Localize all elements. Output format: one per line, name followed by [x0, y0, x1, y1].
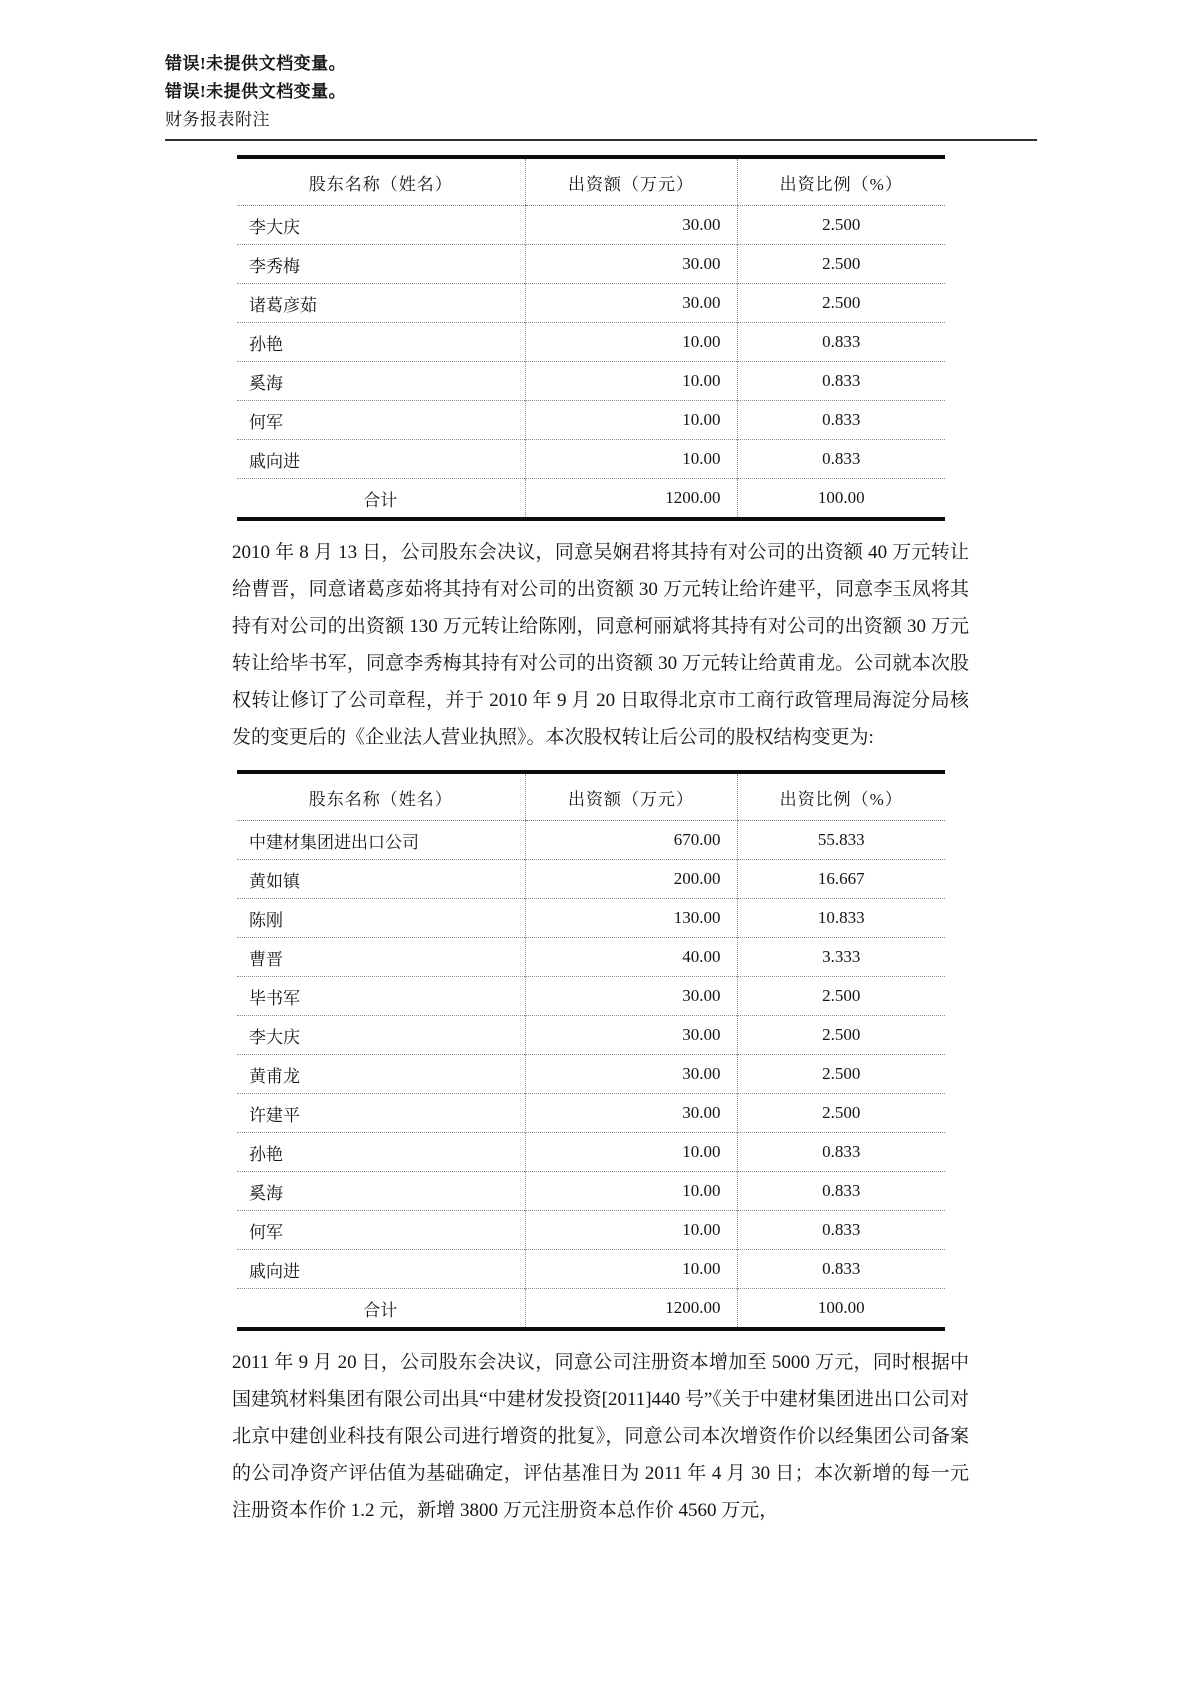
contribution-ratio-cell: 0.833 [737, 1172, 945, 1211]
shareholder-name-cell: 许建平 [249, 1105, 300, 1125]
section-title: 财务报表附注 [165, 110, 270, 129]
table-row [237, 1133, 945, 1172]
contribution-amount-cell: 40.00 [525, 938, 737, 977]
table-header-row [237, 772, 945, 821]
shareholder-name-cell: 孙艳 [249, 1144, 283, 1164]
contribution-ratio-cell: 2.500 [737, 977, 945, 1016]
shareholder-name-cell: 毕书军 [249, 988, 300, 1008]
table-2-header [237, 772, 945, 821]
contribution-ratio-cell: 0.833 [737, 1211, 945, 1250]
table-row [237, 440, 945, 479]
shareholder-name-cell: 陈刚 [249, 910, 283, 930]
contribution-amount-cell: 10.00 [525, 1211, 737, 1250]
shareholder-table-2 [237, 770, 945, 1331]
table-row [237, 1250, 945, 1289]
total-label-cell: 合计 [363, 1300, 398, 1320]
table-1-body [237, 206, 945, 479]
contribution-amount-cell: 30.00 [525, 977, 737, 1016]
table-1-header [237, 157, 945, 206]
column-header-shareholder-name: 股东名称（姓名） [237, 157, 525, 206]
column-header-contribution-ratio: 出资比例（%） [737, 157, 945, 206]
contribution-amount-cell: 10.00 [525, 1172, 737, 1211]
contribution-ratio-cell: 0.833 [737, 1250, 945, 1289]
contribution-amount-cell: 10.00 [525, 1250, 737, 1289]
column-header-contribution-amount: 出资额（万元） [525, 772, 737, 821]
contribution-ratio-cell: 2.500 [737, 206, 945, 245]
table-row [237, 821, 945, 860]
shareholder-name-cell: 黄甫龙 [249, 1066, 300, 1086]
total-ratio-cell: 100.00 [737, 479, 945, 520]
shareholder-name-cell: 黄如镇 [249, 871, 300, 891]
table-row [237, 938, 945, 977]
doc-variable-error-line-1: 错误!未提供文档变量。 [165, 54, 347, 73]
total-row [237, 1289, 945, 1330]
contribution-ratio-cell: 16.667 [737, 860, 945, 899]
contribution-amount-cell: 30.00 [525, 245, 737, 284]
column-header-contribution-ratio: 出资比例（%） [737, 772, 945, 821]
column-header-shareholder-name: 股东名称（姓名） [237, 772, 525, 821]
contribution-amount-cell: 670.00 [525, 821, 737, 860]
contribution-amount-cell: 200.00 [525, 860, 737, 899]
contribution-ratio-cell: 0.833 [737, 323, 945, 362]
contribution-ratio-cell: 0.833 [737, 362, 945, 401]
doc-variable-error-line-2: 错误!未提供文档变量。 [165, 82, 347, 101]
contribution-ratio-cell: 3.333 [737, 938, 945, 977]
shareholder-name-cell: 何军 [249, 1222, 283, 1242]
total-amount-cell: 1200.00 [525, 1289, 737, 1330]
contribution-ratio-cell: 2.500 [737, 1055, 945, 1094]
table-row [237, 1211, 945, 1250]
contribution-amount-cell: 10.00 [525, 440, 737, 479]
shareholder-name-cell: 诸葛彦茹 [249, 295, 317, 315]
shareholder-name-cell: 李秀梅 [249, 256, 300, 276]
contribution-amount-cell: 10.00 [525, 323, 737, 362]
shareholder-name-cell: 李大庆 [249, 1027, 300, 1047]
table-row [237, 206, 945, 245]
contribution-ratio-cell: 0.833 [737, 1133, 945, 1172]
table-row [237, 284, 945, 323]
contribution-amount-cell: 10.00 [525, 1133, 737, 1172]
table-1-footer [237, 479, 945, 520]
total-row [237, 479, 945, 520]
contribution-amount-cell: 30.00 [525, 1055, 737, 1094]
table-header-row [237, 157, 945, 206]
shareholder-name-cell: 中建材集团进出口公司 [249, 832, 419, 852]
table-row [237, 323, 945, 362]
contribution-amount-cell: 10.00 [525, 401, 737, 440]
total-amount-cell: 1200.00 [525, 479, 737, 520]
shareholder-name-cell: 奚海 [249, 1183, 283, 1203]
contribution-ratio-cell: 10.833 [737, 899, 945, 938]
contribution-amount-cell: 30.00 [525, 1016, 737, 1055]
table-row [237, 362, 945, 401]
contribution-ratio-cell: 2.500 [737, 245, 945, 284]
contribution-ratio-cell: 55.833 [737, 821, 945, 860]
document-header [0, 0, 1200, 134]
column-header-contribution-amount: 出资额（万元） [525, 157, 737, 206]
table-row [237, 245, 945, 284]
shareholder-name-cell: 戚向进 [249, 451, 300, 471]
header-divider-rule [165, 139, 1037, 141]
table-row [237, 1172, 945, 1211]
table-2-footer [237, 1289, 945, 1330]
shareholder-table-1 [237, 155, 945, 521]
table-row [237, 1055, 945, 1094]
total-ratio-cell: 100.00 [737, 1289, 945, 1330]
table-row [237, 401, 945, 440]
shareholder-name-cell: 奚海 [249, 373, 283, 393]
paragraph-equity-transfer-2010: 2010 年 8 月 13 日，公司股东会决议，同意吴娴君将其持有对公司的出资额 40 万元转让给曹晋，同意诸葛彦茹将其持有对公司的出资额 30 万元转让给许建平，同意李玉凤将其持有对公司的出资额 130 万元转让给陈刚，同意柯丽斌将其持有对公司的出资额 30 万元转让给毕书军，同意李秀梅其持有对公司的出资额 30 万元转让给黄甫龙。公司就本次股权转让修订了公司章程，并于 2010 年 9 月 20 日取得北京市工商行政管理局海淀分局核发的变更后的《企业法人营业执照》。本次股权转让后公司的股权结构变更为: [232, 542, 969, 748]
contribution-ratio-cell: 0.833 [737, 440, 945, 479]
table-row [237, 860, 945, 899]
contribution-ratio-cell: 2.500 [737, 1016, 945, 1055]
table-row [237, 977, 945, 1016]
contribution-ratio-cell: 0.833 [737, 401, 945, 440]
contribution-amount-cell: 10.00 [525, 362, 737, 401]
contribution-ratio-cell: 2.500 [737, 1094, 945, 1133]
page-content [232, 155, 969, 1529]
paragraph-capital-increase-2011: 2011 年 9 月 20 日，公司股东会决议，同意公司注册资本增加至 5000 万元，同时根据中国建筑材料集团有限公司出具“中建材发投资[2011]440 号”《关于中建材集团进出口公司对北京中建创业科技有限公司进行增资的批复》，同意公司本次增资作价以经集团公司备案的公司净资产评估值为基础确定，评估基准日为 2011 年 4 月 30 日；本次新增的每一元注册资本作价 1.2 元，新增 3800 万元注册资本总作价 4560 万元， [232, 1352, 969, 1521]
table-2-body [237, 821, 945, 1289]
total-label-cell: 合计 [363, 490, 398, 510]
shareholder-name-cell: 李大庆 [249, 217, 300, 237]
table-row [237, 899, 945, 938]
contribution-amount-cell: 30.00 [525, 1094, 737, 1133]
shareholder-name-cell: 孙艳 [249, 334, 283, 354]
shareholder-name-cell: 戚向进 [249, 1261, 300, 1281]
table-row [237, 1016, 945, 1055]
contribution-amount-cell: 130.00 [525, 899, 737, 938]
table-row [237, 1094, 945, 1133]
contribution-amount-cell: 30.00 [525, 206, 737, 245]
shareholder-name-cell: 曹晋 [249, 949, 283, 969]
contribution-amount-cell: 30.00 [525, 284, 737, 323]
contribution-ratio-cell: 2.500 [737, 284, 945, 323]
shareholder-name-cell: 何军 [249, 412, 283, 432]
